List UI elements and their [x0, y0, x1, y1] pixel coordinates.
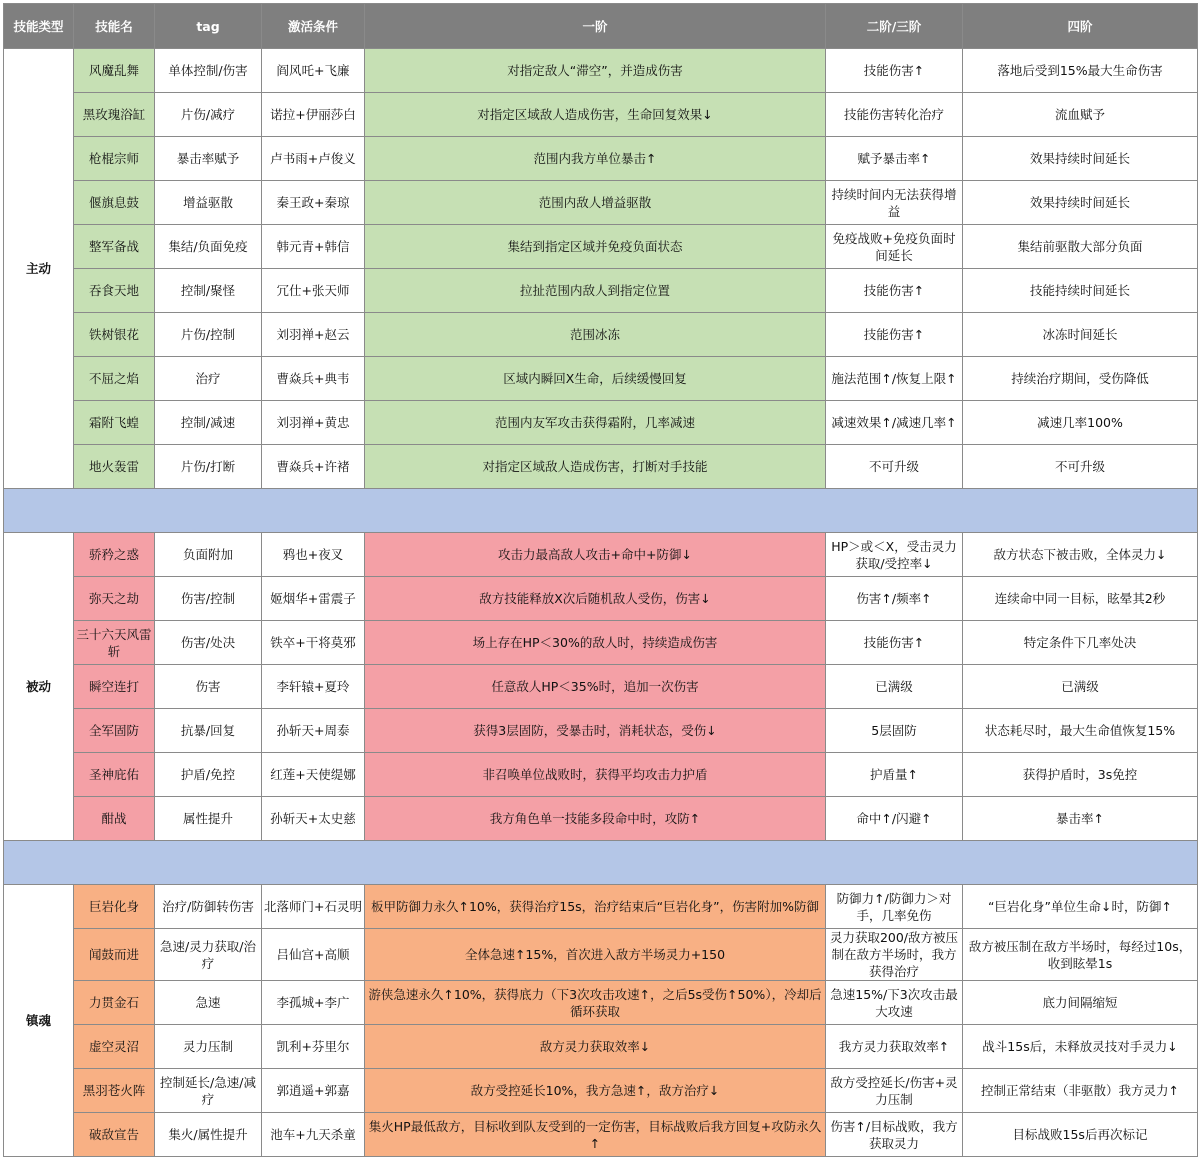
table-row	[4, 533, 1198, 577]
tier1-cell: 集火HP最低敌方，目标收到队友受到的一定伤害，目标战败后我方回复+攻防永久↑	[365, 1113, 826, 1157]
tier4-cell: 敌方状态下被击败，全体灵力↓	[963, 533, 1198, 577]
table-row	[4, 225, 1198, 269]
activation-cell: 铁卒+干将莫邪	[262, 621, 365, 665]
tier1-cell: 场上存在HP＜30%的敌人时，持续造成伤害	[365, 621, 826, 665]
tier4-cell: 获得护盾时，3s免控	[963, 753, 1198, 797]
header-cell-name: 技能名	[74, 4, 155, 49]
tier23-cell: 防御力↑/防御力＞对手，几率免伤	[826, 885, 963, 929]
activation-cell: 北落师门+石灵明	[262, 885, 365, 929]
table-row	[4, 665, 1198, 709]
activation-cell: 红莲+天使缇娜	[262, 753, 365, 797]
tier23-cell: 技能伤害↑	[826, 621, 963, 665]
tier4-cell: 技能持续时间延长	[963, 269, 1198, 313]
activation-cell: 曹焱兵+典韦	[262, 357, 365, 401]
tier23-cell: 命中↑/闪避↑	[826, 797, 963, 841]
tier4-cell: 不可升级	[963, 445, 1198, 489]
tier4-cell: “巨岩化身”单位生命↓时，防御↑	[963, 885, 1198, 929]
tag-cell: 暴击率赋予	[155, 137, 262, 181]
skill-type-cell: 被动	[4, 533, 74, 841]
skill-name-cell: 弥天之劫	[74, 577, 155, 621]
tier4-cell: 目标战败15s后再次标记	[963, 1113, 1198, 1157]
tier4-cell: 落地后受到15%最大生命伤害	[963, 49, 1198, 93]
header-row	[4, 4, 1198, 49]
skill-name-cell: 吞食天地	[74, 269, 155, 313]
table-row	[4, 753, 1198, 797]
tier4-cell: 持续治疗期间，受伤降低	[963, 357, 1198, 401]
skill-name-cell: 闻鼓而进	[74, 929, 155, 981]
tier1-cell: 范围内我方单位暴击↑	[365, 137, 826, 181]
tier23-cell: 技能伤害↑	[826, 313, 963, 357]
tag-cell: 伤害/处决	[155, 621, 262, 665]
tier4-cell: 流血赋予	[963, 93, 1198, 137]
tier23-cell: 敌方受控延长/伤害+灵力压制	[826, 1069, 963, 1113]
tag-cell: 伤害	[155, 665, 262, 709]
tier1-cell: 区域内瞬回X生命，后续缓慢回复	[365, 357, 826, 401]
tier4-cell: 效果持续时间延长	[963, 137, 1198, 181]
skill-table	[3, 3, 1198, 1157]
tier23-cell: 护盾量↑	[826, 753, 963, 797]
tier4-cell: 状态耗尽时，最大生命值恢复15%	[963, 709, 1198, 753]
tier1-cell: 全体急速↑15%，首次进入敌方半场灵力+150	[365, 929, 826, 981]
tier23-cell: 伤害↑/频率↑	[826, 577, 963, 621]
skill-name-cell: 不屈之焰	[74, 357, 155, 401]
tier1-cell: 范围内友军攻击获得霜附，几率减速	[365, 401, 826, 445]
tier4-cell: 已满级	[963, 665, 1198, 709]
tier1-cell: 敌方受控延长10%，我方急速↑，敌方治疗↓	[365, 1069, 826, 1113]
tier23-cell: 不可升级	[826, 445, 963, 489]
tag-cell: 片伤/打断	[155, 445, 262, 489]
header-cell-tier4: 四阶	[963, 4, 1198, 49]
tier1-cell: 对指定区域敌人造成伤害，生命回复效果↓	[365, 93, 826, 137]
tag-cell: 治疗/防御转伤害	[155, 885, 262, 929]
tier4-cell: 连续命中同一目标，眩晕其2秒	[963, 577, 1198, 621]
table-row	[4, 93, 1198, 137]
activation-cell: 秦王政+秦琼	[262, 181, 365, 225]
skill-name-cell: 酣战	[74, 797, 155, 841]
tier1-cell: 敌方技能释放X次后随机敌人受伤，伤害↓	[365, 577, 826, 621]
tier4-cell: 敌方被压制在敌方半场时，每经过10s，收到眩晕1s	[963, 929, 1198, 981]
table-row	[4, 445, 1198, 489]
tier1-cell: 攻击力最高敌人攻击+命中+防御↓	[365, 533, 826, 577]
skill-name-cell: 瞬空连打	[74, 665, 155, 709]
tier4-cell: 集结前驱散大部分负面	[963, 225, 1198, 269]
table-row	[4, 181, 1198, 225]
activation-cell: 孙斩天+周泰	[262, 709, 365, 753]
tag-cell: 集火/属性提升	[155, 1113, 262, 1157]
tag-cell: 增益驱散	[155, 181, 262, 225]
tier4-cell: 减速几率100%	[963, 401, 1198, 445]
table-row	[4, 709, 1198, 753]
activation-cell: 曹焱兵+许褚	[262, 445, 365, 489]
activation-cell: 卢书雨+卢俊义	[262, 137, 365, 181]
tag-cell: 急速	[155, 981, 262, 1025]
separator-cell	[4, 841, 1198, 885]
table-row	[4, 797, 1198, 841]
tag-cell: 治疗	[155, 357, 262, 401]
table-row	[4, 137, 1198, 181]
skill-name-cell: 地火轰雷	[74, 445, 155, 489]
skill-name-cell: 巨岩化身	[74, 885, 155, 929]
tier1-cell: 拉扯范围内敌人到指定位置	[365, 269, 826, 313]
tag-cell: 单体控制/伤害	[155, 49, 262, 93]
tag-cell: 灵力压制	[155, 1025, 262, 1069]
skill-name-cell: 整军备战	[74, 225, 155, 269]
table-row	[4, 621, 1198, 665]
skill-name-cell: 破敌宣告	[74, 1113, 155, 1157]
tag-cell: 片伤/减疗	[155, 93, 262, 137]
table-row	[4, 49, 1198, 93]
table-row	[4, 929, 1198, 981]
activation-cell: 李孤城+李广	[262, 981, 365, 1025]
skill-name-cell: 偃旗息鼓	[74, 181, 155, 225]
tier4-cell: 效果持续时间延长	[963, 181, 1198, 225]
section-separator	[4, 841, 1198, 885]
tier23-cell: 急速15%/下3次攻击最大攻速	[826, 981, 963, 1025]
tier1-cell: 我方角色单一技能多段命中时，攻防↑	[365, 797, 826, 841]
header-cell-tag: tag	[155, 4, 262, 49]
skill-name-cell: 枪棍宗师	[74, 137, 155, 181]
tier1-cell: 对指定敌人“滞空”，并造成伤害	[365, 49, 826, 93]
section-separator	[4, 489, 1198, 533]
tier23-cell: HP＞或＜X，受击灵力获取/受控率↓	[826, 533, 963, 577]
tier23-cell: 技能伤害转化治疗	[826, 93, 963, 137]
tier4-cell: 冰冻时间延长	[963, 313, 1198, 357]
tier4-cell: 特定条件下几率处决	[963, 621, 1198, 665]
tier23-cell: 持续时间内无法获得增益	[826, 181, 963, 225]
tier23-cell: 技能伤害↑	[826, 269, 963, 313]
tag-cell: 护盾/免控	[155, 753, 262, 797]
table-row	[4, 577, 1198, 621]
activation-cell: 孙斩天+太史慈	[262, 797, 365, 841]
table-row	[4, 313, 1198, 357]
tier4-cell: 战斗15s后，未释放灵技对手灵力↓	[963, 1025, 1198, 1069]
activation-cell: 池车+九天杀童	[262, 1113, 365, 1157]
tag-cell: 属性提升	[155, 797, 262, 841]
skill-name-cell: 三十六天风雷斩	[74, 621, 155, 665]
tag-cell: 负面附加	[155, 533, 262, 577]
tag-cell: 控制延长/急速/减疗	[155, 1069, 262, 1113]
activation-cell: 阎风吒+飞廉	[262, 49, 365, 93]
table-row	[4, 885, 1198, 929]
activation-cell: 姬烟华+雷震子	[262, 577, 365, 621]
skill-name-cell: 力贯金石	[74, 981, 155, 1025]
table-row	[4, 269, 1198, 313]
header-cell-tier1: 一阶	[365, 4, 826, 49]
tag-cell: 抗暴/回复	[155, 709, 262, 753]
table-row	[4, 1113, 1198, 1157]
tier1-cell: 对指定区域敌人造成伤害，打断对手技能	[365, 445, 826, 489]
skill-name-cell: 霜附飞蝗	[74, 401, 155, 445]
tier23-cell: 伤害↑/目标战败，我方获取灵力	[826, 1113, 963, 1157]
table-row	[4, 1025, 1198, 1069]
separator-cell	[4, 489, 1198, 533]
header-cell-tier23: 二阶/三阶	[826, 4, 963, 49]
header-cell-type: 技能类型	[4, 4, 74, 49]
tier1-cell: 板甲防御力永久↑10%，获得治疗15s，治疗结束后“巨岩化身”，伤害附加%防御	[365, 885, 826, 929]
tier1-cell: 集结到指定区域并免疫负面状态	[365, 225, 826, 269]
activation-cell: 凯利+芬里尔	[262, 1025, 365, 1069]
activation-cell: 郭逍遥+郭嘉	[262, 1069, 365, 1113]
tier23-cell: 赋予暴击率↑	[826, 137, 963, 181]
tier23-cell: 免疫战败+免疫负面时间延长	[826, 225, 963, 269]
tier1-cell: 范围内敌人增益驱散	[365, 181, 826, 225]
tier23-cell: 减速效果↑/减速几率↑	[826, 401, 963, 445]
activation-cell: 韩元青+韩信	[262, 225, 365, 269]
tier23-cell: 灵力获取200/敌方被压制在敌方半场时，我方获得治疗	[826, 929, 963, 981]
tier23-cell: 我方灵力获取效率↑	[826, 1025, 963, 1069]
activation-cell: 吕仙宫+高顺	[262, 929, 365, 981]
tier1-cell: 范围冰冻	[365, 313, 826, 357]
skill-name-cell: 铁树银花	[74, 313, 155, 357]
tier1-cell: 非召唤单位战败时，获得平均攻击力护盾	[365, 753, 826, 797]
tag-cell: 片伤/控制	[155, 313, 262, 357]
tier23-cell: 已满级	[826, 665, 963, 709]
skill-name-cell: 骄矜之惑	[74, 533, 155, 577]
tier23-cell: 5层固防	[826, 709, 963, 753]
skill-name-cell: 黑羽苍火阵	[74, 1069, 155, 1113]
activation-cell: 冗仕+张天师	[262, 269, 365, 313]
tag-cell: 集结/负面免疫	[155, 225, 262, 269]
tag-cell: 急速/灵力获取/治疗	[155, 929, 262, 981]
tag-cell: 伤害/控制	[155, 577, 262, 621]
tier4-cell: 控制正常结束（非驱散）我方灵力↑	[963, 1069, 1198, 1113]
skill-type-cell: 镇魂	[4, 885, 74, 1157]
skill-name-cell: 圣神庇佑	[74, 753, 155, 797]
activation-cell: 诺拉+伊丽莎白	[262, 93, 365, 137]
header-cell-condition: 激活条件	[262, 4, 365, 49]
table-row	[4, 357, 1198, 401]
tier4-cell: 底力间隔缩短	[963, 981, 1198, 1025]
activation-cell: 刘羽禅+赵云	[262, 313, 365, 357]
skill-name-cell: 全军固防	[74, 709, 155, 753]
activation-cell: 李轩辕+夏玲	[262, 665, 365, 709]
skill-name-cell: 虚空灵沼	[74, 1025, 155, 1069]
tier1-cell: 敌方灵力获取效率↓	[365, 1025, 826, 1069]
skill-type-cell: 主动	[4, 49, 74, 489]
table-row	[4, 981, 1198, 1025]
tier1-cell: 获得3层固防，受暴击时，消耗状态，受伤↓	[365, 709, 826, 753]
tier1-cell: 任意敌人HP＜35%时，追加一次伤害	[365, 665, 826, 709]
tier1-cell: 游侠急速永久↑10%，获得底力（下3次攻击攻速↑，之后5s受伤↑50%），冷却后循环获取	[365, 981, 826, 1025]
tier4-cell: 暴击率↑	[963, 797, 1198, 841]
skill-name-cell: 黑玫瑰浴缸	[74, 93, 155, 137]
activation-cell: 鸦也+夜叉	[262, 533, 365, 577]
skill-name-cell: 风魔乱舞	[74, 49, 155, 93]
table-row	[4, 401, 1198, 445]
activation-cell: 刘羽禅+黄忠	[262, 401, 365, 445]
tag-cell: 控制/减速	[155, 401, 262, 445]
tier23-cell: 施法范围↑/恢复上限↑	[826, 357, 963, 401]
tag-cell: 控制/聚怪	[155, 269, 262, 313]
table-row	[4, 1069, 1198, 1113]
tier23-cell: 技能伤害↑	[826, 49, 963, 93]
